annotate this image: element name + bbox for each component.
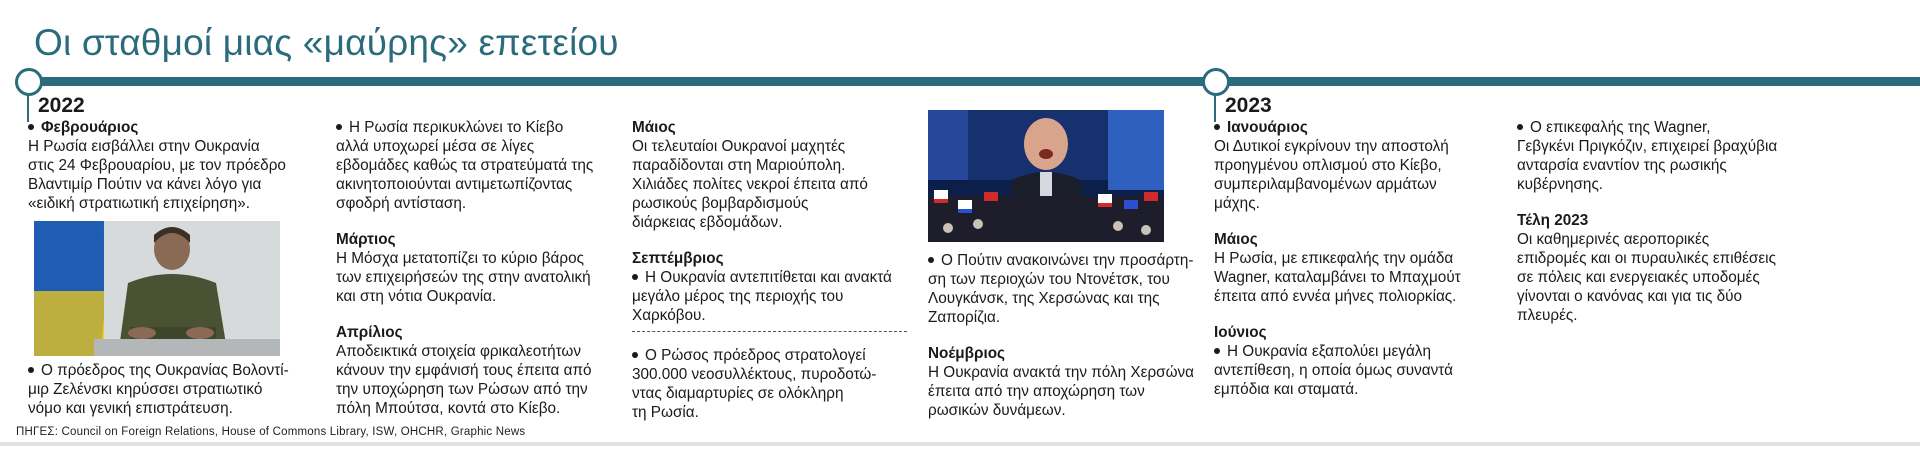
text-line: διάρκειας εβδομάδων. xyxy=(632,214,783,231)
text-line: σε πόλεις και ενεργειακές υποδομές xyxy=(1517,269,1760,286)
text-line: Χαρκόβου. xyxy=(632,307,706,324)
text-line: επιδρομές και οι πυραυλικές επιθέσεις xyxy=(1517,250,1776,267)
month-label: Τέλη 2023 xyxy=(1517,212,1589,229)
event-september-2022 xyxy=(632,249,907,325)
month-label: Μάρτιος xyxy=(336,231,396,248)
event-wagner-mutiny xyxy=(1517,118,1817,194)
month-label: Νοέμβριος xyxy=(928,345,1005,362)
event-november-2022 xyxy=(928,344,1203,420)
year-label-2023: 2023 xyxy=(1225,94,1272,117)
event-february-2022 xyxy=(28,118,308,213)
bullet-icon xyxy=(336,124,342,130)
event-may-2022 xyxy=(632,118,907,232)
text-line: Ο Ρώσος πρόεδρος στρατολογεί xyxy=(632,346,907,365)
column-1-caption xyxy=(28,361,308,435)
text-line: ρωσικούς βομβαρδισμούς xyxy=(632,195,809,212)
timeline-node-2023 xyxy=(1202,68,1230,96)
column-3 xyxy=(632,118,907,439)
text-line: Οι καθημερινές αεροπορικές xyxy=(1517,231,1710,248)
text-line: μεγάλο μέρος της περιοχής του xyxy=(632,288,844,305)
bullet-icon xyxy=(632,352,638,358)
text-line: Ο επικεφαλής της Wagner, xyxy=(1517,118,1817,137)
event-june-2023 xyxy=(1214,323,1504,399)
bullet-icon xyxy=(28,124,34,130)
text-line: έπειτα από την αποχώρηση των xyxy=(928,383,1145,400)
column-5 xyxy=(1214,118,1504,416)
bottom-divider xyxy=(0,442,1920,446)
text-line: ανταρσία εναντίον της ρωσικής xyxy=(1517,157,1727,174)
text-line: πόλη Μπούτσα, κοντά στο Κίεβο. xyxy=(336,400,561,417)
text-line: στις 24 Φεβρουαρίου, με τον πρόεδρο xyxy=(28,157,286,174)
text-line: νόμο και γενική επιστράτευση. xyxy=(28,400,233,417)
event-kyiv-encirclement xyxy=(336,118,616,213)
text-line: κυβέρνησης. xyxy=(1517,176,1604,193)
month-label: Σεπτέμβριος xyxy=(632,250,724,267)
text-line: Βλαντιμίρ Πούτιν να κάνει λόγο για xyxy=(28,176,262,193)
column-1 xyxy=(28,118,308,230)
bullet-icon xyxy=(1214,348,1220,354)
text-line: αλλά υποχωρεί μέσα σε λίγες xyxy=(336,138,535,155)
month-label: Φεβρουάριος xyxy=(28,118,308,137)
text-line: Ο πρόεδρος της Ουκρανίας Βολοντί- xyxy=(28,361,308,380)
bullet-icon xyxy=(1517,124,1523,130)
photo-caption-zelensky xyxy=(28,361,308,418)
text-line: Γεβγκένι Πριγκόζιν, επιχειρεί βραχύβια xyxy=(1517,138,1778,155)
photo-caption-annexation xyxy=(928,251,1203,327)
bullet-icon xyxy=(1214,124,1220,130)
month-label: Μάιος xyxy=(1214,231,1258,248)
text-line: «ειδική στρατιωτική επιχείρηση». xyxy=(28,195,251,212)
text-line: αντεπίθεση, η οποία όμως συναντά xyxy=(1214,362,1453,379)
text-line: Χιλιάδες πολίτες νεκροί έπειτα από xyxy=(632,176,868,193)
text-line: μιρ Ζελένσκι κηρύσσει στρατιωτικό xyxy=(28,381,263,398)
text-line: γίνονται ο κανόνας και για τις δύο xyxy=(1517,288,1743,305)
text-line: παραδίδονται στη Μαριούπολη. xyxy=(632,157,846,174)
event-april-2022 xyxy=(336,323,616,418)
text-line: Οι Δυτικοί εγκρίνουν την αποστολή xyxy=(1214,138,1449,155)
text-line: σφοδρή αντίσταση. xyxy=(336,195,467,212)
text-line: Wagner, καταλαμβάνει το Μπαχμούτ xyxy=(1214,269,1461,286)
text-line: Η Ουκρανία εξαπολύει μεγάλη xyxy=(1214,342,1504,361)
month-label: Ιούνιος xyxy=(1214,324,1267,341)
month-label: Απρίλιος xyxy=(336,324,403,341)
infographic-title: Οι σταθμοί μιας «μαύρης» επετείου xyxy=(34,22,619,63)
timeline-bar xyxy=(28,77,1920,86)
text-line: κάνουν την εμφάνισή τους έπειτα από xyxy=(336,362,592,379)
bullet-icon xyxy=(28,367,34,373)
column-6 xyxy=(1517,118,1817,342)
text-line: των επιχειρήσεών της στην ανατολική xyxy=(336,269,591,286)
text-line: Η Ρωσία εισβάλλει στην Ουκρανία xyxy=(28,138,260,155)
text-line: Η Ρωσία περικυκλώνει το Κίεβο xyxy=(336,118,616,137)
text-line: ακινητοποιούνται αντιμετωπίζοντας xyxy=(336,176,573,193)
text-line: προηγμένου οπλισμού στο Κίεβο, xyxy=(1214,157,1442,174)
text-line: Η Ουκρανία αντεπιτίθεται και ανακτά xyxy=(632,268,907,287)
event-late-2023 xyxy=(1517,211,1817,325)
text-line: Η Ουκρανία ανακτά την πόλη Χερσώνα xyxy=(928,364,1195,381)
bullet-icon xyxy=(928,257,934,263)
text-line: ντας διαμαρτυρίες σε ολόκληρη xyxy=(632,385,844,402)
text-line: και στη νότια Ουκρανία. xyxy=(336,288,497,305)
year-label-2022: 2022 xyxy=(38,94,85,117)
event-may-2023 xyxy=(1214,230,1504,306)
text-line: Η Μόσχα μετατοπίζει το κύριο βάρος xyxy=(336,250,584,267)
putin-rally-photo xyxy=(928,110,1164,242)
text-line: Ο Πούτιν ανακοινώνει την προσάρτη- xyxy=(928,251,1203,270)
text-line: έπειτα από εννέα μήνες πολιορκίας. xyxy=(1214,288,1457,305)
text-line: Η Ρωσία, με επικεφαλής την ομάδα xyxy=(1214,250,1454,267)
column-2 xyxy=(336,118,616,435)
text-line: 300.000 νεοσυλλέκτους, πυροδοτώ- xyxy=(632,366,877,383)
sources-footnote: ΠΗΓΕΣ: Council on Foreign Relations, House of Commons Library, ISW, OHCHR, Graphic News xyxy=(16,426,526,438)
text-line: Αποδεικτικά στοιχεία φρικαλεοτήτων xyxy=(336,343,581,360)
text-line: ρωσικών δυνάμεων. xyxy=(928,402,1066,419)
column-4 xyxy=(928,251,1203,437)
text-line: εβδομάδες καθώς τα στρατεύματά της xyxy=(336,157,594,174)
bullet-icon xyxy=(632,274,638,280)
dashed-divider xyxy=(632,331,907,332)
event-march-2022 xyxy=(336,230,616,306)
text-line: την υποχώρηση των Ρώσων από την xyxy=(336,381,588,398)
text-line: εμπόδια και σταματά. xyxy=(1214,381,1359,398)
text-line: Οι τελευταίοι Ουκρανοί μαχητές xyxy=(632,138,846,155)
text-line: Λουγκάνσκ, της Χερσώνας και της xyxy=(928,290,1160,307)
month-label: Μάιος xyxy=(632,119,676,136)
month-label: Ιανουάριος xyxy=(1214,118,1504,137)
zelensky-photo xyxy=(34,221,280,356)
event-mobilization xyxy=(632,346,907,422)
event-january-2023 xyxy=(1214,118,1504,213)
text-line: μάχης. xyxy=(1214,195,1260,212)
text-line: τη Ρωσία. xyxy=(632,404,699,421)
text-line: ση των περιοχών του Ντονέτσκ, του xyxy=(928,271,1170,288)
timeline-node-2022 xyxy=(15,68,43,96)
text-line: Ζαπορίζια. xyxy=(928,309,1001,326)
text-line: συμπεριλαμβανομένων αρμάτων xyxy=(1214,176,1437,193)
text-line: πλευρές. xyxy=(1517,307,1578,324)
